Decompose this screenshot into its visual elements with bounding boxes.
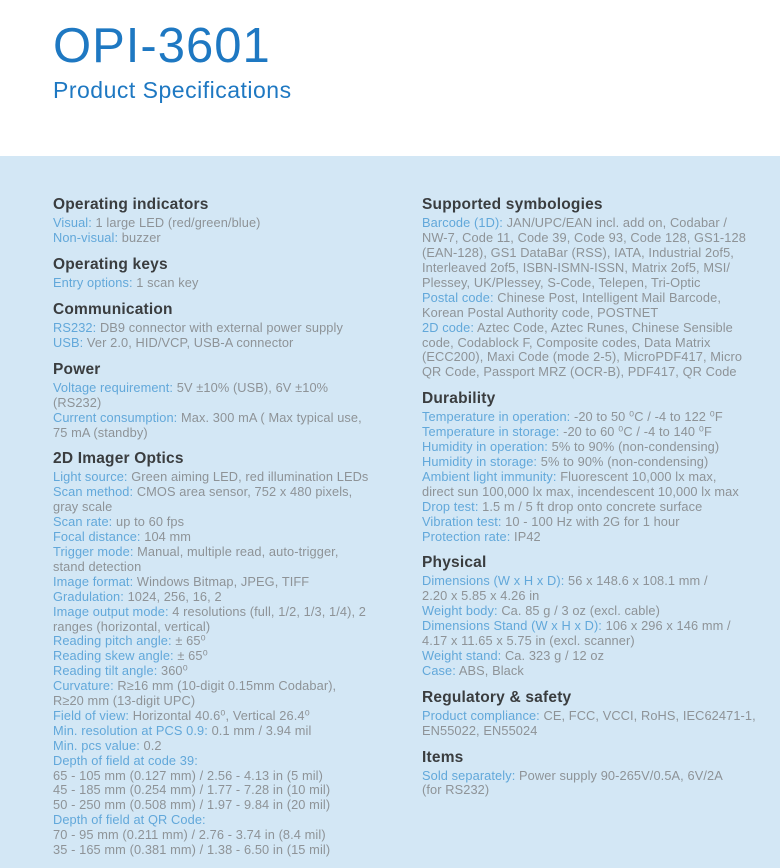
spec-line bbox=[53, 739, 422, 754]
spec-value: 2.20 x 5.85 x 4.26 in bbox=[422, 588, 540, 604]
page-subtitle: Product Specifications bbox=[53, 77, 292, 103]
spec-label: Voltage requirement: bbox=[53, 379, 174, 395]
spec-line bbox=[53, 813, 422, 828]
spec-label: Image format: bbox=[53, 573, 134, 589]
spec-line bbox=[422, 604, 760, 619]
spec-value: gray scale bbox=[53, 499, 113, 515]
spec-value: 75 mA (standby) bbox=[53, 424, 148, 440]
spec-line bbox=[53, 336, 422, 351]
spec-line bbox=[422, 485, 760, 500]
spec-label: Min. pcs value: bbox=[53, 737, 140, 753]
spec-line bbox=[53, 679, 422, 694]
spec-value: 4 resolutions (full, 1/2, 1/3, 1/4), 2 bbox=[168, 603, 367, 619]
spec-value: 106 x 296 x 146 mm / bbox=[601, 618, 731, 634]
spec-value: NW-7, Code 11, Code 39, Code 93, Code 128, GS1-128 bbox=[422, 230, 746, 246]
spec-line bbox=[53, 530, 422, 545]
spec-line bbox=[422, 321, 760, 336]
spec-label: 2D code: bbox=[422, 319, 475, 335]
spec-line bbox=[53, 321, 422, 336]
spec-line bbox=[422, 425, 760, 440]
spec-line bbox=[422, 649, 760, 664]
spec-label: Sold separately: bbox=[422, 767, 516, 783]
spec-label: Drop test: bbox=[422, 498, 479, 514]
spec-value: R≥20 mm (13-digit UPC) bbox=[53, 693, 196, 709]
spec-value: 56 x 148.6 x 108.1 mm / bbox=[564, 573, 708, 589]
spec-line bbox=[53, 575, 422, 590]
spec-label: Postal code: bbox=[422, 289, 494, 305]
spec-value: ± 65⁰ bbox=[171, 633, 206, 649]
spec-value: (ECC200), Maxi Code (mode 2-5), MicroPDF417, Micro bbox=[422, 349, 743, 365]
spec-value: 5% to 90% (non-condensing) bbox=[537, 453, 709, 469]
page-header bbox=[0, 0, 780, 156]
spec-value: EN55022, EN55024 bbox=[422, 722, 538, 738]
spec-value: Fluorescent 10,000 lx max, bbox=[556, 468, 717, 484]
spec-line bbox=[53, 843, 422, 858]
spec-value: Chinese Post, Intelligent Mail Barcode, bbox=[493, 289, 721, 305]
spec-section bbox=[53, 301, 422, 351]
spec-label: Temperature in operation: bbox=[422, 409, 571, 425]
spec-line bbox=[422, 724, 760, 739]
spec-line bbox=[53, 769, 422, 784]
spec-label: Min. resolution at PCS 0.9: bbox=[53, 722, 208, 738]
spec-label: Dimensions (W x H x D): bbox=[422, 573, 565, 589]
spec-value: 5% to 90% (non-condensing) bbox=[547, 439, 720, 455]
spec-value: stand detection bbox=[53, 558, 142, 574]
spec-line bbox=[422, 440, 760, 455]
spec-line bbox=[53, 500, 422, 515]
spec-value: 1 large LED (red/green/blue) bbox=[91, 215, 261, 231]
spec-label: Ambient light immunity: bbox=[422, 468, 557, 484]
spec-line bbox=[53, 231, 422, 246]
spec-value: Plessey, UK/Plessey, S-Code, Telepen, Tri-Optic bbox=[422, 274, 701, 290]
spec-line bbox=[53, 724, 422, 739]
section-heading: Supported symbologies bbox=[422, 196, 603, 214]
spec-line bbox=[53, 515, 422, 530]
spec-value: -20 to 50 ⁰C / -4 to 122 ⁰F bbox=[570, 409, 723, 425]
spec-label: Humidity in storage: bbox=[422, 453, 538, 469]
spec-value: 104 mm bbox=[140, 529, 192, 545]
spec-value: Korean Postal Authority code, POSTNET bbox=[422, 304, 659, 320]
spec-label: Barcode (1D): bbox=[422, 215, 503, 231]
spec-line bbox=[422, 709, 760, 724]
spec-line bbox=[53, 605, 422, 620]
spec-line bbox=[422, 530, 760, 545]
spec-line bbox=[422, 470, 760, 485]
spec-value: 0.2 bbox=[139, 737, 162, 753]
spec-value: 5V ±10% (USB), 6V ±10% bbox=[173, 379, 329, 395]
section-heading: Communication bbox=[53, 301, 173, 318]
spec-panel bbox=[0, 156, 780, 868]
spec-value: R≥16 mm (10-digit 0.15mm Codabar), bbox=[113, 678, 337, 694]
spec-line bbox=[53, 709, 422, 724]
spec-line bbox=[422, 634, 760, 649]
spec-value: 45 - 185 mm (0.254 mm) / 1.77 - 7.28 in (10 mil) bbox=[53, 782, 331, 798]
spec-label: Image output mode: bbox=[53, 603, 169, 619]
spec-value: up to 60 fps bbox=[112, 514, 185, 530]
spec-label: Weight stand: bbox=[422, 647, 502, 663]
spec-line bbox=[53, 634, 422, 649]
spec-label: Humidity in operation: bbox=[422, 439, 548, 455]
spec-label: Focal distance: bbox=[53, 529, 141, 545]
spec-label: Weight body: bbox=[422, 603, 498, 619]
spec-value: ABS, Black bbox=[455, 662, 524, 678]
spec-value: Windows Bitmap, JPEG, TIFF bbox=[133, 573, 310, 589]
spec-label: Vibration test: bbox=[422, 513, 502, 529]
spec-label: Product compliance: bbox=[422, 707, 540, 723]
spec-line bbox=[422, 291, 760, 306]
section-heading: 2D Imager Optics bbox=[53, 450, 184, 468]
section-heading: Operating keys bbox=[53, 256, 168, 274]
spec-label: Visual: bbox=[53, 215, 92, 231]
spec-value: 0.1 mm / 3.94 mil bbox=[207, 722, 312, 738]
spec-line bbox=[53, 411, 422, 426]
spec-label: Temperature in storage: bbox=[422, 424, 560, 440]
section-heading: Regulatory & safety bbox=[422, 688, 572, 706]
spec-line bbox=[53, 590, 422, 605]
spec-value: (EAN-128), GS1 DataBar (RSS), IATA, Industrial 2of5, bbox=[422, 245, 734, 261]
spec-label: Reading skew angle: bbox=[53, 648, 174, 664]
spec-value: Green aiming LED, red illumination LEDs bbox=[127, 469, 369, 485]
spec-value: 4.17 x 11.65 x 5.75 in (excl. scanner) bbox=[422, 633, 635, 649]
spec-line bbox=[422, 231, 760, 246]
spec-value: ± 65⁰ bbox=[173, 648, 208, 664]
spec-line bbox=[422, 769, 760, 784]
spec-line bbox=[422, 276, 760, 291]
spec-line bbox=[422, 783, 760, 798]
spec-value: Horizontal 40.6⁰, Vertical 26.4⁰ bbox=[129, 707, 310, 723]
spec-value: Manual, multiple read, auto-trigger, bbox=[133, 543, 339, 559]
spec-section bbox=[53, 196, 422, 246]
spec-label: Case: bbox=[422, 662, 456, 678]
spec-value: CMOS area sensor, 752 x 480 pixels, bbox=[133, 484, 353, 500]
spec-value: buzzer bbox=[118, 230, 161, 246]
spec-line bbox=[422, 350, 760, 365]
spec-value: 65 - 105 mm (0.127 mm) / 2.56 - 4.13 in (5 mil) bbox=[53, 767, 323, 783]
right-column bbox=[422, 196, 760, 868]
spec-value: Aztec Code, Aztec Runes, Chinese Sensible bbox=[474, 319, 733, 335]
spec-section bbox=[53, 361, 422, 441]
spec-value: Ca. 323 g / 12 oz bbox=[501, 647, 605, 663]
spec-value: 10 - 100 Hz with 2G for 1 hour bbox=[501, 513, 680, 529]
spec-line bbox=[422, 306, 760, 321]
spec-line bbox=[53, 560, 422, 575]
spec-line bbox=[53, 664, 422, 679]
spec-value: IP42 bbox=[510, 528, 541, 544]
section-heading: Durability bbox=[422, 390, 496, 408]
spec-label: Dimensions Stand (W x H x D): bbox=[422, 618, 602, 634]
spec-line bbox=[422, 261, 760, 276]
spec-label: Field of view: bbox=[53, 707, 130, 723]
spec-value: Max. 300 mA ( Max typical use, bbox=[177, 409, 362, 425]
left-column bbox=[53, 196, 422, 868]
spec-label: Scan method: bbox=[53, 484, 134, 500]
spec-section bbox=[422, 390, 760, 544]
spec-line bbox=[53, 426, 422, 441]
spec-line bbox=[422, 515, 760, 530]
spec-line bbox=[53, 396, 422, 411]
spec-label: Protection rate: bbox=[422, 528, 511, 544]
spec-line bbox=[422, 336, 760, 351]
spec-line bbox=[53, 694, 422, 709]
spec-line bbox=[53, 798, 422, 813]
spec-line bbox=[53, 381, 422, 396]
spec-line bbox=[53, 545, 422, 560]
spec-value: Ver 2.0, HID/VCP, USB-A connector bbox=[83, 334, 294, 350]
spec-line bbox=[422, 664, 760, 679]
spec-value: Interleaved 2of5, ISBN-ISMN-ISSN, Matrix 2of5, MSI/ bbox=[422, 260, 731, 275]
section-heading: Power bbox=[53, 360, 101, 378]
spec-label: Current consumption: bbox=[53, 409, 178, 425]
spec-label: Trigger mode: bbox=[53, 543, 134, 559]
spec-line bbox=[53, 620, 422, 635]
spec-line bbox=[422, 246, 760, 261]
spec-line bbox=[53, 754, 422, 769]
spec-value: Power supply 90-265V/0.5A, 6V/2A bbox=[515, 767, 723, 783]
spec-line bbox=[422, 410, 760, 425]
section-heading: Operating indicators bbox=[53, 196, 209, 214]
spec-value: 35 - 165 mm (0.381 mm) / 1.38 - 6.50 in (15 mil) bbox=[53, 842, 331, 858]
spec-line bbox=[53, 276, 422, 291]
spec-value: 1 scan key bbox=[132, 275, 199, 291]
spec-line bbox=[53, 216, 422, 231]
spec-value: JAN/UPC/EAN incl. add on, Codabar / bbox=[502, 215, 728, 231]
spec-value: 1024, 256, 16, 2 bbox=[123, 588, 222, 604]
spec-value: 50 - 250 mm (0.508 mm) / 1.97 - 9.84 in (20 mil) bbox=[53, 797, 331, 813]
spec-value: 1.5 m / 5 ft drop onto concrete surface bbox=[478, 498, 703, 514]
spec-label: Depth of field at QR Code: bbox=[53, 812, 206, 828]
spec-label: USB: bbox=[53, 334, 84, 350]
spec-line bbox=[422, 365, 760, 380]
spec-line bbox=[422, 216, 760, 231]
spec-value: CE, FCC, VCCI, RoHS, IEC62471-1, bbox=[539, 707, 756, 723]
spec-label: Light source: bbox=[53, 469, 128, 485]
spec-value: 70 - 95 mm (0.211 mm) / 2.76 - 3.74 in (8.4 mil) bbox=[53, 827, 326, 843]
spec-value: 360⁰ bbox=[157, 663, 188, 679]
spec-line bbox=[53, 828, 422, 843]
spec-section bbox=[53, 450, 422, 858]
spec-value: DB9 connector with external power supply bbox=[96, 320, 343, 335]
spec-label: Reading pitch angle: bbox=[53, 633, 172, 649]
spec-section bbox=[53, 256, 422, 291]
product-title: OPI-3601 bbox=[53, 19, 271, 73]
spec-line bbox=[422, 589, 760, 604]
spec-label: Non-visual: bbox=[53, 230, 119, 246]
section-heading: Items bbox=[422, 748, 464, 766]
spec-label: Scan rate: bbox=[53, 514, 113, 530]
spec-value: -20 to 60 ⁰C / -4 to 140 ⁰F bbox=[559, 424, 712, 440]
spec-section bbox=[422, 554, 760, 678]
spec-label: Gradulation: bbox=[53, 588, 124, 604]
spec-label: Entry options: bbox=[53, 275, 133, 291]
spec-line bbox=[53, 649, 422, 664]
spec-line bbox=[53, 470, 422, 485]
spec-value: (for RS232) bbox=[422, 782, 490, 798]
spec-label: Reading tilt angle: bbox=[53, 663, 158, 679]
spec-line bbox=[422, 619, 760, 634]
spec-label: RS232: bbox=[53, 320, 97, 335]
spec-label: Curvature: bbox=[53, 678, 114, 694]
spec-line bbox=[422, 574, 760, 589]
spec-value: (RS232) bbox=[53, 394, 102, 410]
spec-line bbox=[422, 455, 760, 470]
spec-section bbox=[422, 196, 760, 380]
spec-section bbox=[422, 689, 760, 739]
spec-value: Ca. 85 g / 3 oz (excl. cable) bbox=[497, 603, 660, 619]
spec-label: Depth of field at code 39: bbox=[53, 752, 198, 768]
section-heading: Physical bbox=[422, 554, 487, 572]
spec-line bbox=[53, 783, 422, 798]
spec-value: QR Code, Passport MRZ (OCR-B), PDF417, QR Code bbox=[422, 364, 737, 380]
spec-section bbox=[422, 749, 760, 799]
spec-value: ranges (horizontal, vertical) bbox=[53, 618, 211, 634]
spec-line bbox=[422, 500, 760, 515]
spec-value: code, Codablock F, Composite codes, Data Matrix bbox=[422, 334, 711, 350]
spec-line bbox=[53, 485, 422, 500]
spec-value: direct sun 100,000 lx max, incendescent 10,000 lx max bbox=[422, 483, 739, 499]
